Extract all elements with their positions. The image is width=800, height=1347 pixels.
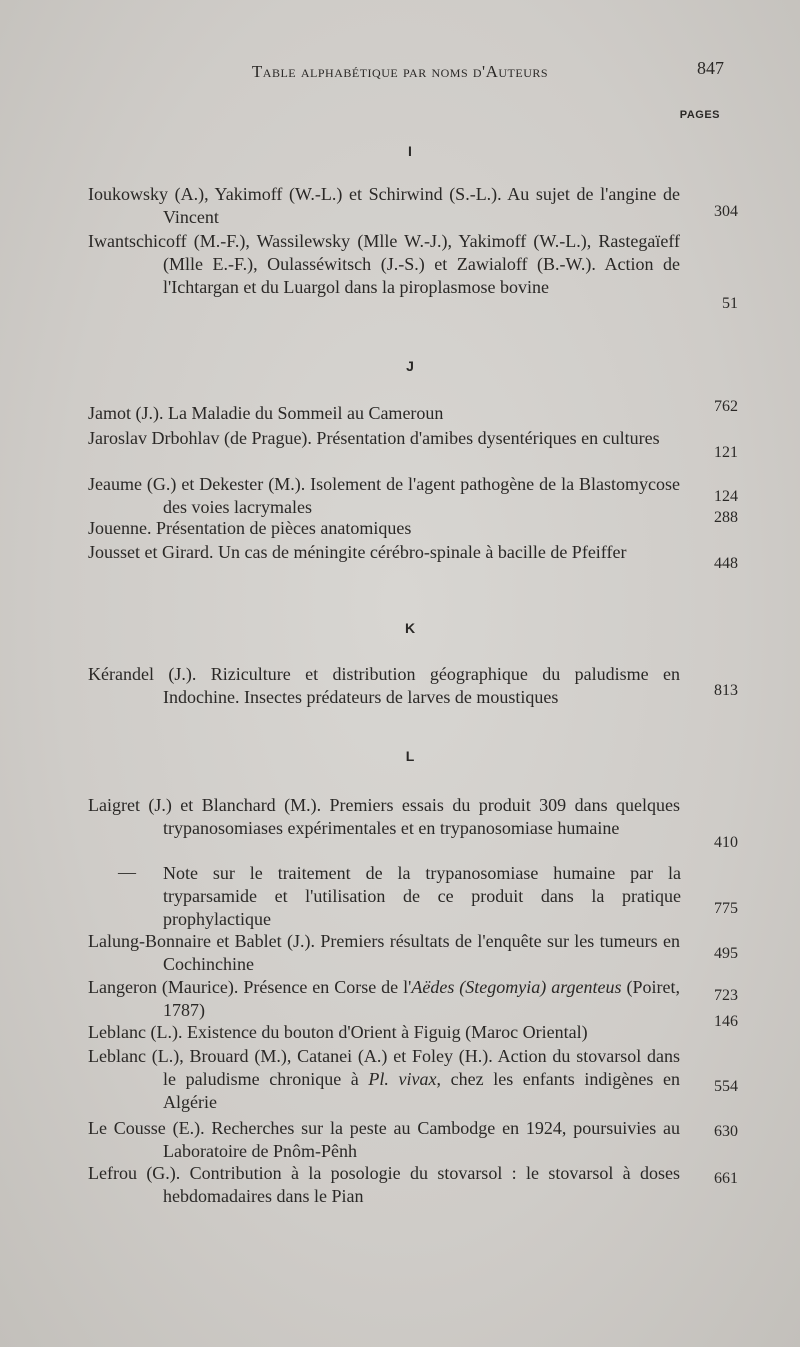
entry-text-part: , chez les enfants indigènes en Algérie [163,1069,680,1112]
entry-text: Iwantschicoff (M.-F.), Wassilewsky (Mlle W.-J.), Yakimoff (W.-L.), Rastegaïeff (Mlle E.-F.), Oulasséwitsch (J.-S.) et Zawialoff (B.-W.). Action de l'Ichtargan et du Luargol dans la piroplasmose bovine [88,231,680,297]
entry-leblanc-2 [88,1045,680,1114]
entry-page: 495 [714,945,738,962]
entry-text: Jouenne. Présentation de pièces anatomiques [88,518,412,538]
entry-text: Kérandel (J.). Riziculture et distribution géographique du paludisme en Indochine. Insectes prédateurs de larves de moustiques [88,664,680,707]
entry-jaroslav [88,427,680,450]
entry-page: 304 [714,203,738,220]
entry-page: 121 [714,444,738,461]
entry-jamot [88,402,680,425]
entry-page: 554 [714,1078,738,1095]
entry-text-part: Leblanc (L.), Brouard (M.), Catanei (A.) et Foley (H.). Action du stovarsol dans le paludisme chronique à [88,1046,680,1089]
page-number: 847 [697,58,724,78]
entry-text: Leblanc (L.). Existence du bouton d'Orient à Figuig (Maroc Oriental) [88,1022,588,1042]
entry-text: Lalung-Bonnaire et Bablet (J.). Premiers résultats de l'enquête sur les tumeurs en Cochinchine [88,931,680,974]
pages-column-label: PAGES [679,109,720,121]
entry-lalung [88,930,680,976]
entry-page: 124 [714,488,738,505]
entry-page: 51 [722,295,738,312]
species-name: Aëdes (Stegomyia) argenteus [411,977,622,997]
section-letter-j: J [406,358,414,374]
entry-text [88,976,680,1022]
entry-jouenne [88,517,680,540]
entry-text: Laigret (J.) et Blanchard (M.). Premiers essais du produit 309 dans quelques trypanosomiases expérimentales et en trypanosomiase humaine [88,795,680,838]
section-letter-l: L [405,748,415,764]
entry-jeaume [88,473,680,519]
entry-langeron [88,976,680,1022]
section-letter-k: K [404,620,416,636]
entry-text: Le Cousse (E.). Recherches sur la peste au Cambodge en 1924, poursuivies au Laboratoire de Pnôm-Pênh [88,1118,680,1161]
entry-page: 661 [714,1170,738,1187]
entry-page: 775 [714,900,738,917]
entry-page: 410 [714,834,738,851]
entry-text-part: (Poiret, 1787) [163,977,680,1020]
entry-text: Lefrou (G.). Contribution à la posologie du stovarsol : le stovarsol à doses hebdomadaires dans le Pian [88,1163,680,1206]
running-header: Table alphabétique par noms d'Auteurs [251,62,549,81]
entry-laigret-note: Note sur le traitement de la trypanosomiase humaine par la tryparsamide et l'utilisation de ce produit dans la pratique prophylactique [163,863,681,929]
entry-page: 762 [714,398,738,415]
entry-le-cousse [88,1117,680,1163]
section-letter-i: I [408,143,412,159]
entry-lefrou [88,1162,680,1208]
entry-leblanc-1 [88,1021,680,1044]
entry-text: Jaroslav Drbohlav (de Prague). Présentation d'amibes dysentériques en cultures [88,428,660,448]
entry-page: 288 [714,509,738,526]
entry-page: 813 [714,682,738,699]
entry-text: Jeaume (G.) et Dekester (M.). Isolement de l'agent pathogène de la Blastomycose des voies lacrymales [88,474,680,517]
entry-text: Jousset et Girard. Un cas de méningite cérébro-spinale à bacille de Pfeiffer [88,542,627,562]
entry-ioukowsky [88,183,680,229]
entry-jousset [88,541,680,564]
entry-iwantschicoff [88,230,680,299]
entry-text [88,1045,680,1114]
entry-page: 723 [714,987,738,1004]
entry-page: 448 [714,555,738,572]
entry-page: 146 [714,1013,738,1030]
species-name: Pl. vivax [368,1069,437,1089]
entry-page: 630 [714,1123,738,1140]
entry-text: Jamot (J.). La Maladie du Sommeil au Cameroun [88,403,444,423]
entry-text: Ioukowsky (A.), Yakimoff (W.-L.) et Schirwind (S.-L.). Au sujet de l'angine de Vincent [88,184,680,227]
ditto-dash: — [118,862,136,882]
entry-laigret [88,794,680,840]
entry-text-part: Langeron (Maurice). Présence en Corse de l' [88,977,412,997]
entry-kerandel [88,663,680,709]
